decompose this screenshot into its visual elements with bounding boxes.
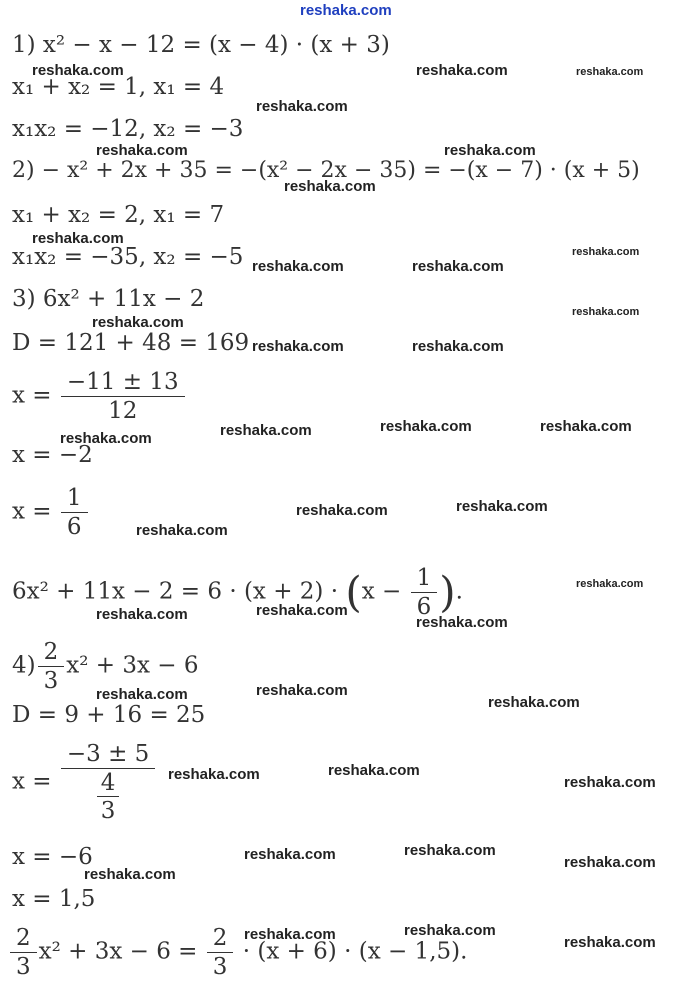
x-equals: x = xyxy=(12,382,52,409)
fraction-two-thirds-a xyxy=(10,926,37,979)
watermark: reshaka.com xyxy=(96,686,188,703)
fraction-one-sixth xyxy=(61,486,88,539)
watermark: reshaka.com xyxy=(32,230,124,247)
watermark: reshaka.com xyxy=(412,258,504,275)
watermark: reshaka.com xyxy=(416,614,508,631)
watermark: reshaka.com xyxy=(380,418,472,435)
fraction-denominator: 6 xyxy=(416,594,432,621)
watermark: reshaka.com xyxy=(256,682,348,699)
line-18 xyxy=(12,926,467,979)
fraction-numerator: 2 xyxy=(10,926,37,953)
close-paren: ) xyxy=(439,567,456,617)
watermark: reshaka.com xyxy=(404,922,496,939)
watermark: reshaka.com xyxy=(252,258,344,275)
watermark: reshaka.com xyxy=(296,502,388,519)
fraction-x-roots xyxy=(61,370,185,423)
line-1: 1) x² − x − 12 = (x − 4) · (x + 3) xyxy=(12,32,390,58)
watermark: reshaka.com xyxy=(244,926,336,943)
x-equals: x = xyxy=(12,768,52,795)
fraction-denominator: 3 xyxy=(43,668,59,695)
fraction-numerator: −3 ± 5 xyxy=(61,742,155,769)
watermark: reshaka.com xyxy=(60,430,152,447)
fraction-numerator: −11 ± 13 xyxy=(61,370,185,397)
watermark: reshaka.com xyxy=(564,774,656,791)
fraction-numerator: 4 xyxy=(97,771,120,797)
line-17: x = 1,5 xyxy=(12,886,96,912)
watermark: reshaka.com xyxy=(244,846,336,863)
quadratic-rest: x² + 3x − 6 xyxy=(66,652,199,679)
watermark: reshaka.com xyxy=(576,66,644,78)
factor-term: x − xyxy=(361,578,409,605)
line-6: x₁x₂ = −35, x₂ = −5 xyxy=(12,244,244,270)
line-3: x₁x₂ = −12, x₂ = −3 xyxy=(12,116,244,142)
factor-expression: 6x² + 11x − 2 = 6 · (x + 2) · xyxy=(12,578,346,605)
watermark: reshaka.com xyxy=(136,522,228,539)
line-11 xyxy=(12,486,90,539)
line-9 xyxy=(12,370,187,423)
watermark: reshaka.com xyxy=(96,142,188,159)
line-4: 2) − x² + 2x + 35 = −(x² − 2x − 35) = −(x − 7) · (x + 5) xyxy=(12,158,640,183)
fraction-numerator: 1 xyxy=(411,566,438,593)
open-paren: ( xyxy=(345,567,362,617)
period: . xyxy=(455,578,463,605)
watermark: reshaka.com xyxy=(96,606,188,623)
watermark: reshaka.com xyxy=(456,498,548,515)
watermark: reshaka.com xyxy=(488,694,580,711)
expression-mid: x² + 3x − 6 = xyxy=(38,938,205,965)
watermark: reshaka.com xyxy=(444,142,536,159)
line-7: 3) 6x² + 11x − 2 xyxy=(12,286,205,312)
fraction-numerator: 2 xyxy=(207,926,234,953)
fraction-numerator: 2 xyxy=(38,640,65,667)
watermark: reshaka.com xyxy=(328,762,420,779)
fraction-x-roots-2 xyxy=(61,742,155,823)
watermark: reshaka.com xyxy=(32,62,124,79)
watermark: reshaka.com xyxy=(412,338,504,355)
fraction-denominator: 3 xyxy=(212,954,228,981)
line-10: x = −2 xyxy=(12,442,93,468)
watermark: reshaka.com xyxy=(404,842,496,859)
watermark: reshaka.com xyxy=(220,422,312,439)
fraction-one-sixth-inline xyxy=(411,566,438,619)
fraction-four-thirds xyxy=(97,771,120,823)
watermark: reshaka.com xyxy=(576,578,644,590)
line-16: x = −6 xyxy=(12,844,93,870)
line-2: x₁ + x₂ = 1, x₁ = 4 xyxy=(12,74,225,100)
line-14: D = 9 + 16 = 25 xyxy=(12,702,206,728)
line-8: D = 121 + 48 = 169 xyxy=(12,330,250,356)
line-5: x₁ + x₂ = 2, x₁ = 7 xyxy=(12,202,225,228)
watermark: reshaka.com xyxy=(256,602,348,619)
fraction-denominator: 3 xyxy=(16,954,31,981)
site-header-link[interactable]: reshaka.com xyxy=(300,2,392,19)
watermark: reshaka.com xyxy=(416,62,508,79)
line-12 xyxy=(12,566,463,619)
x-equals: x = xyxy=(12,498,52,525)
fraction-denominator xyxy=(61,769,155,823)
part-label: 4) xyxy=(12,652,36,679)
watermark: reshaka.com xyxy=(84,866,176,883)
watermark: reshaka.com xyxy=(252,338,344,355)
fraction-two-thirds xyxy=(38,640,65,693)
fraction-numerator: 1 xyxy=(61,486,88,513)
fraction-denominator: 3 xyxy=(100,798,116,825)
watermark: reshaka.com xyxy=(540,418,632,435)
fraction-denominator: 12 xyxy=(108,398,138,425)
watermark: reshaka.com xyxy=(168,766,260,783)
watermark: reshaka.com xyxy=(564,934,656,951)
line-15 xyxy=(12,742,157,823)
watermark: reshaka.com xyxy=(256,98,348,115)
watermark: reshaka.com xyxy=(284,178,376,195)
watermark: reshaka.com xyxy=(564,854,656,871)
fraction-two-thirds-b xyxy=(207,926,234,979)
watermark: reshaka.com xyxy=(92,314,184,331)
expression-rest: · (x + 6) · (x − 1,5). xyxy=(235,938,468,965)
watermark: reshaka.com xyxy=(572,246,640,258)
fraction-denominator: 6 xyxy=(66,514,82,541)
watermark: reshaka.com xyxy=(572,306,640,318)
